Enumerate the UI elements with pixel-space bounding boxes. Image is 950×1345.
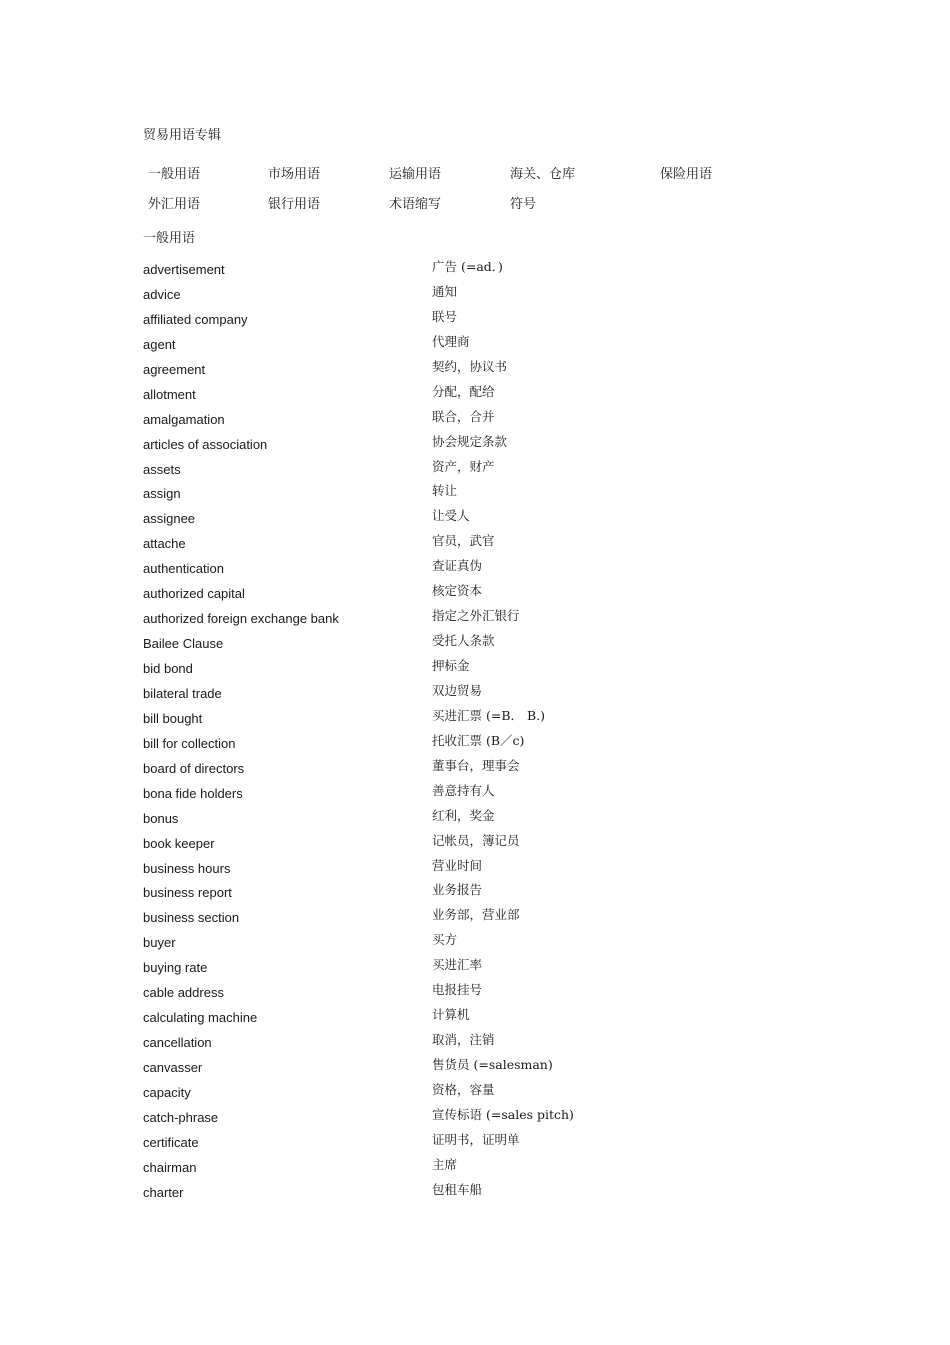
meaning: 买进汇率 bbox=[432, 957, 483, 973]
term: business report bbox=[143, 885, 232, 901]
term: capacity bbox=[143, 1084, 191, 1100]
meaning: 董事台，理事会 bbox=[432, 757, 520, 773]
term: agreement bbox=[143, 361, 206, 377]
term: board of directors bbox=[143, 760, 245, 776]
glossary-entry bbox=[143, 1132, 663, 1157]
term: business section bbox=[143, 910, 240, 926]
term: allotment bbox=[143, 386, 196, 402]
glossary-entry bbox=[143, 459, 663, 484]
term: bill for collection bbox=[143, 735, 236, 751]
term: bill bought bbox=[143, 710, 203, 726]
meaning: 善意持有人 bbox=[432, 782, 495, 798]
glossary-entry bbox=[143, 957, 663, 982]
term: assignee bbox=[143, 511, 196, 527]
term: chairman bbox=[143, 1159, 197, 1175]
term: bilateral trade bbox=[143, 685, 222, 701]
term: calculating machine bbox=[143, 1010, 258, 1026]
term: assign bbox=[143, 486, 181, 502]
term: certificate bbox=[143, 1134, 199, 1150]
term: agent bbox=[143, 336, 176, 352]
meaning: 协会规定条款 bbox=[432, 433, 508, 449]
glossary-entry bbox=[143, 932, 663, 957]
glossary-entry bbox=[143, 608, 663, 633]
meaning: 代理商 bbox=[432, 333, 470, 349]
glossary-entry bbox=[143, 384, 663, 409]
section-heading: 一般用语 bbox=[143, 231, 196, 246]
term: bid bond bbox=[143, 661, 193, 676]
meaning: 广告 (=ad．) bbox=[432, 259, 503, 274]
glossary-entry bbox=[143, 1057, 663, 1082]
term: authorized foreign exchange bank bbox=[143, 611, 339, 627]
glossary-entry bbox=[143, 1107, 663, 1132]
glossary-entry bbox=[143, 533, 663, 558]
meaning: 售货员 (=salesman) bbox=[432, 1057, 553, 1072]
glossary-entry bbox=[143, 483, 663, 508]
glossary-entry bbox=[143, 1032, 663, 1057]
nav-link-customs-warehouse[interactable]: 海关、仓库 bbox=[510, 167, 576, 182]
term: authentication bbox=[143, 561, 224, 577]
meaning: 证明书，证明单 bbox=[432, 1131, 520, 1147]
term: articles of association bbox=[143, 436, 268, 452]
glossary-entry bbox=[143, 882, 663, 907]
glossary-entry bbox=[143, 583, 663, 608]
meaning: 转让 bbox=[432, 483, 458, 499]
glossary-entry bbox=[143, 808, 663, 833]
meaning: 查证真伪 bbox=[432, 558, 483, 574]
glossary-entry bbox=[143, 1182, 663, 1207]
glossary-entry bbox=[143, 858, 663, 883]
term: cancellation bbox=[143, 1035, 212, 1051]
nav-link-banking-terms[interactable]: 银行用语 bbox=[268, 197, 321, 212]
nav-link-transport-terms[interactable]: 运输用语 bbox=[389, 167, 442, 182]
term: buying rate bbox=[143, 960, 208, 976]
meaning: 买方 bbox=[432, 932, 458, 948]
meaning: 让受人 bbox=[432, 508, 470, 524]
meaning: 电报挂号 bbox=[432, 982, 483, 998]
glossary-list bbox=[143, 259, 663, 1207]
glossary-entry bbox=[143, 783, 663, 808]
glossary-entry bbox=[143, 508, 663, 533]
glossary-entry bbox=[143, 309, 663, 334]
glossary-entry bbox=[143, 1157, 663, 1182]
term: authorized capital bbox=[143, 586, 245, 602]
meaning: 联合，合并 bbox=[432, 408, 495, 424]
nav-link-insurance-terms[interactable]: 保险用语 bbox=[660, 167, 713, 182]
glossary-entry bbox=[143, 434, 663, 459]
glossary-entry bbox=[143, 334, 663, 359]
meaning: 取消，注销 bbox=[432, 1032, 495, 1048]
meaning: 托收汇票 (B／c) bbox=[432, 732, 525, 748]
glossary-entry bbox=[143, 658, 663, 683]
meaning: 记帐员，簿记员 bbox=[432, 832, 520, 848]
glossary-entry bbox=[143, 982, 663, 1007]
meaning: 营业时间 bbox=[432, 857, 483, 873]
term: Bailee Clause bbox=[143, 636, 224, 652]
nav-link-general-terms[interactable]: 一般用语 bbox=[148, 167, 201, 182]
term: assets bbox=[143, 461, 181, 477]
term: attache bbox=[143, 536, 186, 552]
meaning: 业务部，营业部 bbox=[432, 907, 520, 923]
meaning: 通知 bbox=[432, 283, 458, 299]
term: canvasser bbox=[143, 1060, 203, 1075]
meaning: 买进汇票 (=B． B.) bbox=[432, 707, 546, 723]
glossary-entry bbox=[143, 833, 663, 858]
nav-link-market-terms[interactable]: 市场用语 bbox=[268, 167, 321, 182]
term: affiliated company bbox=[143, 311, 248, 327]
term: charter bbox=[143, 1184, 184, 1200]
term: amalgamation bbox=[143, 411, 225, 427]
nav-link-abbreviations[interactable]: 术语缩写 bbox=[389, 197, 442, 212]
glossary-entry bbox=[143, 284, 663, 309]
glossary-entry bbox=[143, 359, 663, 384]
term: cable address bbox=[143, 985, 224, 1001]
term: bona fide holders bbox=[143, 785, 243, 801]
meaning: 红利，奖金 bbox=[432, 807, 495, 823]
term: book keeper bbox=[143, 835, 215, 851]
meaning: 契约，协议书 bbox=[432, 358, 508, 374]
nav-link-forex-terms[interactable]: 外汇用语 bbox=[148, 197, 201, 212]
glossary-entry bbox=[143, 1082, 663, 1107]
glossary-entry bbox=[143, 683, 663, 708]
term: business hours bbox=[143, 860, 231, 876]
meaning: 押标金 bbox=[432, 658, 470, 673]
nav-link-symbols[interactable]: 符号 bbox=[510, 197, 537, 212]
term: buyer bbox=[143, 935, 176, 951]
meaning: 业务报告 bbox=[432, 882, 483, 898]
meaning: 资产，财产 bbox=[432, 458, 495, 474]
glossary-entry bbox=[143, 558, 663, 583]
term: advertisement bbox=[143, 262, 225, 277]
term: advice bbox=[143, 286, 181, 302]
meaning: 指定之外汇银行 bbox=[432, 608, 520, 624]
term: catch-phrase bbox=[143, 1109, 219, 1125]
glossary-entry bbox=[143, 409, 663, 434]
glossary-entry bbox=[143, 733, 663, 758]
glossary-entry bbox=[143, 633, 663, 658]
meaning: 联号 bbox=[432, 308, 458, 324]
glossary-entry bbox=[143, 907, 663, 932]
glossary-entry bbox=[143, 758, 663, 783]
meaning: 官员，武官 bbox=[432, 533, 495, 549]
meaning: 主席 bbox=[432, 1156, 458, 1172]
meaning: 双边贸易 bbox=[432, 682, 483, 698]
page-title: 贸易用语专辑 bbox=[143, 128, 222, 143]
glossary-entry bbox=[143, 708, 663, 733]
glossary-entry bbox=[143, 259, 663, 284]
meaning: 宣传标语 (=sales pitch) bbox=[432, 1106, 574, 1122]
meaning: 核定资本 bbox=[432, 583, 483, 599]
meaning: 分配，配给 bbox=[432, 383, 495, 399]
term: bonus bbox=[143, 810, 179, 826]
glossary-entry bbox=[143, 1007, 663, 1032]
meaning: 包租车船 bbox=[432, 1181, 483, 1197]
meaning: 计算机 bbox=[432, 1007, 470, 1023]
meaning: 资格，容量 bbox=[432, 1081, 495, 1097]
meaning: 受托人条款 bbox=[432, 633, 495, 649]
